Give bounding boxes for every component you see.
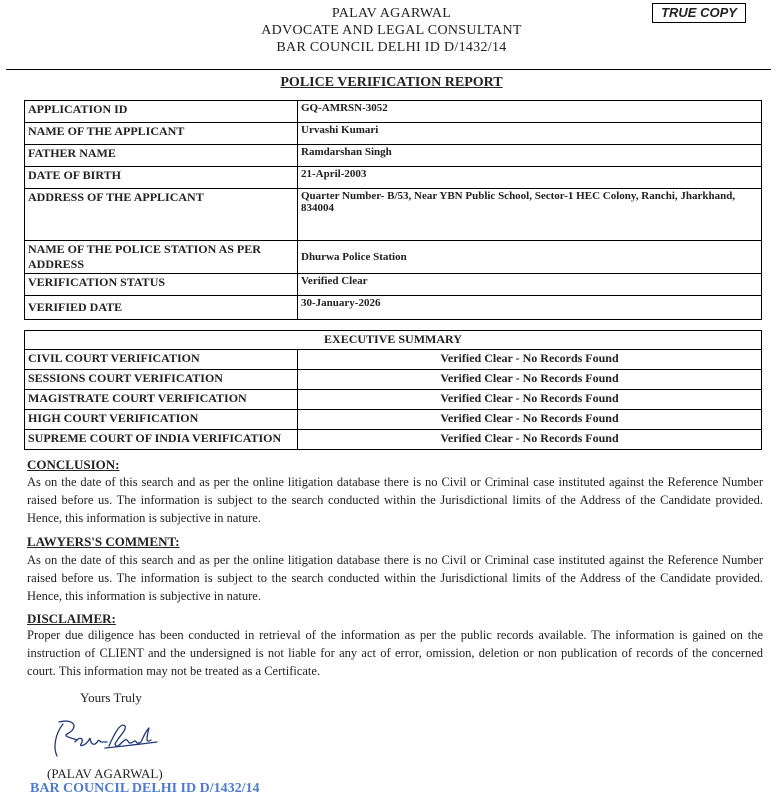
summary-value: Verified Clear - No Records Found — [298, 350, 762, 370]
summary-label: CIVIL COURT VERIFICATION — [25, 350, 298, 370]
signatory-name: (PALAV AGARWAL) — [47, 766, 163, 781]
footer-bar-id: BAR COUNCIL DELHI ID D/1432/14 — [30, 781, 260, 796]
lawyers-comment-text: As on the date of this search and as per the online litigation database there is no Civil or Criminal case instituted against the Reference Number raised before us. The information is subject to the search conducted within the Jurisdictional limits of the Address of the Candidate provided. Hence, this information is subjective in nature. — [27, 553, 763, 603]
disclaimer-text: Proper due diligence has been conducted in retrieval of the information as per the public records available. The information is gained on the instruction of CLIENT and the undersigned is not liable for any act of error, omission, deletion or non publication of records of the concerned court. This information may not be treated as a Certificate. — [27, 628, 763, 678]
detail-label: NAME OF THE APPLICANT — [25, 123, 298, 145]
executive-summary-table — [24, 330, 762, 450]
summary-heading: EXECUTIVE SUMMARY — [25, 331, 762, 350]
disclaimer-heading: DISCLAIMER: — [27, 611, 116, 626]
summary-value: Verified Clear - No Records Found — [298, 430, 762, 450]
summary-label: HIGH COURT VERIFICATION — [25, 410, 298, 430]
detail-label: FATHER NAME — [25, 145, 298, 167]
summary-value: Verified Clear - No Records Found — [298, 410, 762, 430]
detail-value: GQ-AMRSN-3052 — [298, 101, 762, 123]
report-title: POLICE VERIFICATION REPORT — [280, 75, 503, 90]
detail-value: 30-January-2026 — [298, 296, 762, 320]
table-row — [25, 430, 762, 450]
table-row — [25, 390, 762, 410]
detail-label: VERIFIED DATE — [25, 296, 298, 320]
lawyers-comment-heading: LAWYERS'S COMMENT: — [27, 534, 180, 549]
table-row — [25, 241, 762, 274]
detail-label: NAME OF THE POLICE STATION AS PER ADDRESS — [25, 241, 298, 274]
detail-value: Ramdarshan Singh — [298, 145, 762, 167]
detail-value: Urvashi Kumari — [298, 123, 762, 145]
table-row — [25, 296, 762, 320]
conclusion-heading: CONCLUSION: — [27, 457, 120, 472]
table-row — [25, 274, 762, 296]
detail-value: Dhurwa Police Station — [298, 241, 762, 274]
summary-label: SESSIONS COURT VERIFICATION — [25, 370, 298, 390]
advocate-designation: ADVOCATE AND LEGAL CONSULTANT — [261, 23, 522, 38]
table-row — [25, 145, 762, 167]
table-row — [25, 167, 762, 189]
header-bar-id: BAR COUNCIL DELHI ID D/1432/14 — [276, 40, 507, 55]
table-row — [25, 331, 762, 350]
conclusion-text: As on the date of this search and as per the online litigation database there is no Civil or Criminal case instituted against the Reference Number raised before us. The information is subject to the search conducted within the Jurisdictional limits of the Address of the Candidate provided. Hence, this information is subjective in nature. — [27, 475, 763, 525]
summary-label: SUPREME COURT OF INDIA VERIFICATION — [25, 430, 298, 450]
detail-value: Quarter Number- B/53, Near YBN Public School, Sector-1 HEC Colony, Ranchi, Jharkhand, 834004 — [298, 189, 762, 241]
detail-label: ADDRESS OF THE APPLICANT — [25, 189, 298, 241]
signature-image — [45, 712, 165, 764]
table-row — [25, 189, 762, 241]
table-row — [25, 350, 762, 370]
detail-value: 21-April-2003 — [298, 167, 762, 189]
header-divider — [6, 69, 771, 70]
table-row — [25, 370, 762, 390]
summary-value: Verified Clear - No Records Found — [298, 390, 762, 410]
table-row — [25, 101, 762, 123]
yours-truly: Yours Truly — [80, 690, 142, 705]
summary-label: MAGISTRATE COURT VERIFICATION — [25, 390, 298, 410]
summary-value: Verified Clear - No Records Found — [298, 370, 762, 390]
details-table — [24, 100, 762, 320]
detail-label: DATE OF BIRTH — [25, 167, 298, 189]
advocate-name: PALAV AGARWAL — [331, 6, 452, 21]
detail-label: VERIFICATION STATUS — [25, 274, 298, 296]
table-row — [25, 410, 762, 430]
true-copy-stamp: TRUE COPY — [652, 3, 746, 23]
detail-value: Verified Clear — [298, 274, 762, 296]
table-row — [25, 123, 762, 145]
detail-label: APPLICATION ID — [25, 101, 298, 123]
